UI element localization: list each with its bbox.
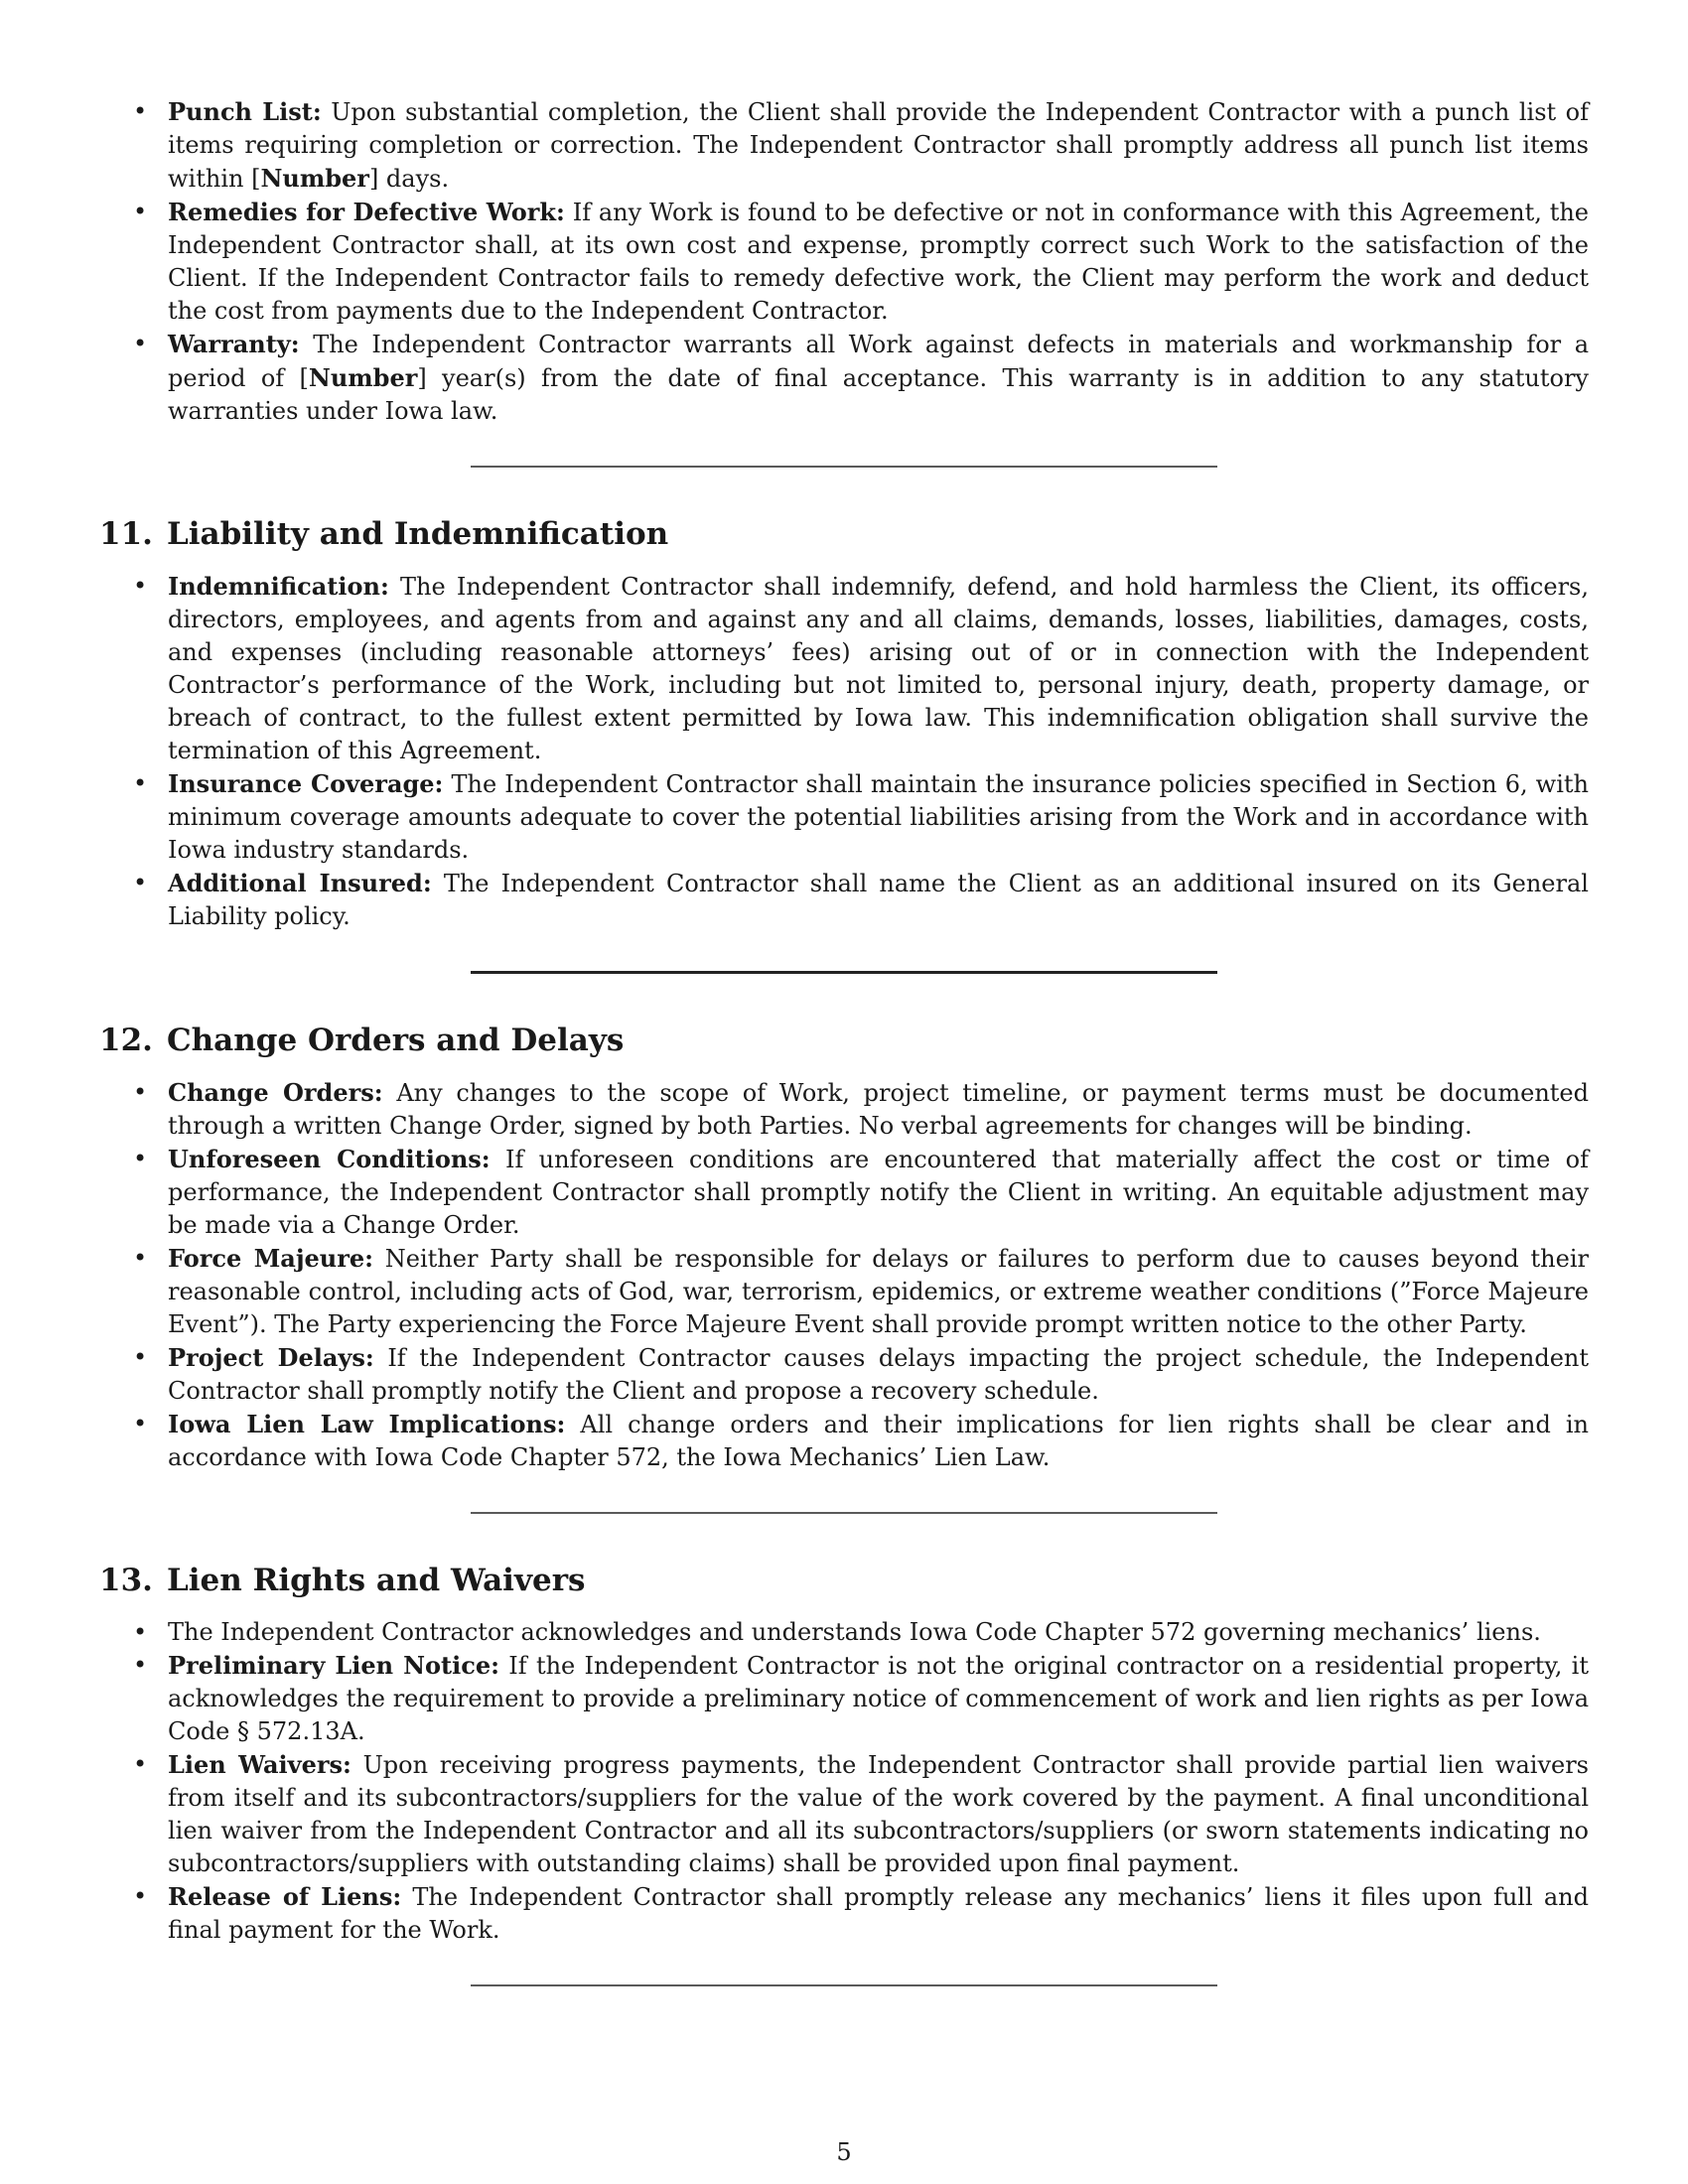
clause-item (99, 867, 1589, 933)
clause-list (99, 1616, 1589, 1947)
clause-text: The Independent Contractor acknowledges and understands Iowa Code Chapter 572 governing mechanics’ liens. (168, 1618, 1541, 1646)
clause-label: Indemnification: (168, 572, 389, 601)
clause-label: Iowa Lien Law Implications: (168, 1410, 566, 1438)
section-divider (471, 971, 1217, 974)
clause-item (99, 1616, 1589, 1649)
clause-label: Project Delays: (168, 1343, 374, 1372)
section-title: Change Orders and Delays (166, 1023, 625, 1058)
section-12 (99, 1021, 1589, 1514)
section-divider (471, 466, 1217, 468)
clause-text: The Independent Contractor warrants all Work against defects in materials and workmanship for a period of [ (168, 331, 1590, 392)
clause-text-continued: ] days. (368, 165, 450, 193)
clause-label: Insurance Coverage: (168, 769, 444, 798)
clause-text: If the Independent Contractor is not the original contractor on a residential property, it acknowledges the requirement to provide a preliminary notice of commencement of work and lien rights as per Iowa Code § 572.13A. (168, 1652, 1590, 1745)
section-number: 12. (99, 1023, 153, 1058)
clause-item (99, 1076, 1589, 1143)
clause-label: Force Majeure: (168, 1244, 374, 1273)
clause-text: The Independent Contractor shall maintain the insurance policies specified in Section 6, with minimum coverage amounts adequate to cover the potential liabilities arising from the Work and in accordance with Iowa industry standards. (168, 770, 1589, 864)
clause-item (99, 328, 1589, 428)
clause-item (99, 1341, 1589, 1408)
clause-text: If the Independent Contractor causes delays impacting the project schedule, the Independent Contractor shall promptly notify the Client and propose a recovery schedule. (168, 1344, 1589, 1405)
clause-text: All change orders and their implications for lien rights shall be clear and in accordance with Iowa Code Chapter 572, the Iowa Mechanics’ Lien Law. (168, 1411, 1589, 1471)
clause-item (99, 1880, 1589, 1947)
clause-text-continued: ] year(s) from the date of final acceptance. This warranty is in addition to any statutory warranties under Iowa law. (168, 364, 1589, 425)
clause-label: Release of Liens: (168, 1882, 402, 1911)
section-divider (471, 1984, 1217, 1986)
clause-item (99, 1143, 1589, 1242)
section-title: Liability and Indemnification (166, 516, 669, 552)
placeholder-number: Number (308, 363, 418, 392)
clause-label: Punch List: (168, 97, 322, 126)
clause-text: The Independent Contractor shall name the Client as an additional insured on its General Liability policy. (168, 870, 1589, 930)
section-title: Lien Rights and Waivers (166, 1563, 586, 1598)
clause-label: Lien Waivers: (168, 1750, 352, 1779)
section-number: 13. (99, 1563, 153, 1598)
clause-text: Neither Party shall be responsible for delays or failures to perform due to causes beyond their reasonable control, including acts of God, war, terrorism, epidemics, or extreme weather conditions (”Force Majeure Event”). The Party experiencing the Force Majeure Event shall provide prompt written notice to the other Party. (168, 1245, 1589, 1338)
clause-list (99, 1076, 1589, 1474)
clause-item (99, 1748, 1589, 1880)
page-number: 5 (836, 2138, 852, 2166)
clause-list (99, 570, 1589, 933)
clause-item (99, 196, 1589, 328)
section-number: 11. (99, 516, 153, 552)
section-heading (99, 1021, 1589, 1060)
section-11 (99, 514, 1589, 974)
section-heading (99, 514, 1589, 554)
placeholder-number: Number (260, 164, 369, 193)
clause-text: If any Work is found to be defective or not in conformance with this Agreement, the Independent Contractor shall, at its own cost and expense, promptly correct such Work to the satisfaction of the Client. If the Independent Contractor fails to remedy defective work, the Client may perform the work and deduct the cost from payments due to the Independent Contractor. (168, 199, 1589, 325)
clause-item (99, 570, 1589, 767)
clause-text: The Independent Contractor shall indemnify, defend, and hold harmless the Client, its officers, directors, employees, and agents from and against any and all claims, demands, losses, liabilities, damages, costs, and expenses (including reasonable attorneys’ fees) arising out of or in connection with the Independent Contractor’s performance of the Work, including but not limited to, personal injury, death, property damage, or breach of contract, to the fullest extent permitted by Iowa law. This indemnification obligation shall survive the termination of this Agreement. (168, 573, 1589, 764)
clause-label: Change Orders: (168, 1078, 383, 1107)
clause-item (99, 1649, 1589, 1748)
document-content (99, 95, 1589, 1986)
clause-text: Upon substantial completion, the Client shall provide the Independent Contractor with a punch list of items requiring completion or correction. The Independent Contractor shall promptly address all punch list items within [ (168, 98, 1589, 193)
clause-text: The Independent Contractor shall promptly release any mechanics’ liens it files upon full and final payment for the Work. (168, 1883, 1589, 1944)
clause-text: Upon receiving progress payments, the Independent Contractor shall provide partial lien waivers from itself and its subcontractors/suppliers for the value of the work covered by the payment. A final unconditional lien waiver from the Independent Contractor and all its subcontractors/suppliers (or sworn statements indicating no subcontractors/suppliers with outstanding claims) shall be provided upon final payment. (168, 1751, 1590, 1877)
section-divider (471, 1512, 1217, 1514)
clause-label: Additional Insured: (168, 869, 432, 897)
clause-label: Unforeseen Conditions: (168, 1145, 491, 1173)
clause-label: Preliminary Lien Notice: (168, 1651, 499, 1680)
clause-label: Warranty: (168, 330, 300, 358)
section-heading (99, 1561, 1589, 1600)
clause-item (99, 95, 1589, 196)
clause-item (99, 1242, 1589, 1341)
section-13 (99, 1561, 1589, 1986)
sections-container (99, 514, 1589, 1986)
warranty-clause-list (99, 95, 1589, 428)
clause-item (99, 1408, 1589, 1474)
clause-item (99, 767, 1589, 867)
clause-label: Remedies for Defective Work: (168, 198, 565, 226)
clause-text: Any changes to the scope of Work, project timeline, or payment terms must be documented through a written Change Order, signed by both Parties. No verbal agreements for changes will be binding. (168, 1079, 1589, 1140)
clause-text: If unforeseen conditions are encountered that materially affect the cost or time of performance, the Independent Contractor shall promptly notify the Client in writing. An equitable adjustment may be made via a Change Order. (168, 1146, 1590, 1239)
